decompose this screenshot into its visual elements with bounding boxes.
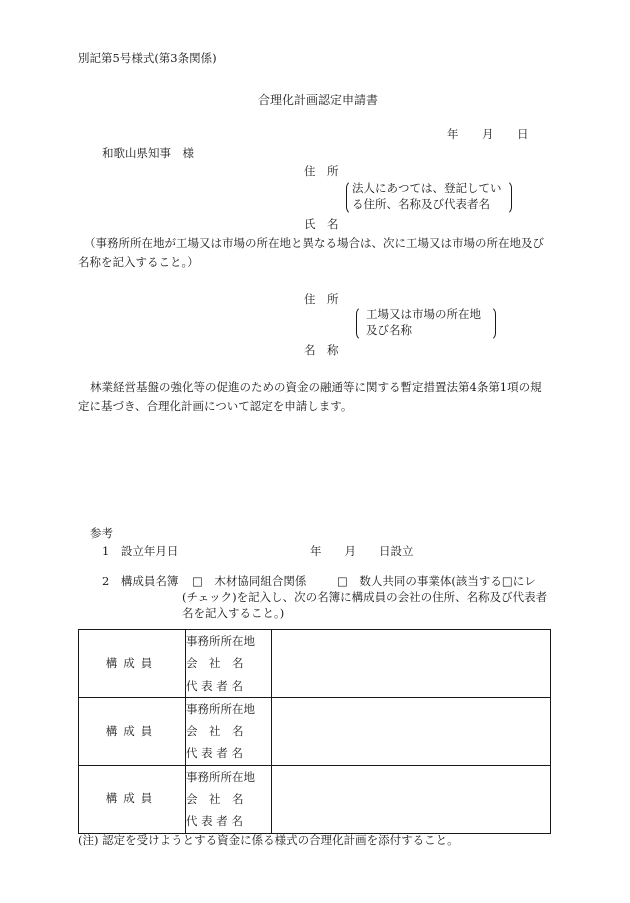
table-row (79, 765, 551, 833)
establishment-date-label: 1 設立年月日 (102, 544, 179, 558)
factory-note-line1: （事務所所在地が工場又は市場の所在地と異なる場合は、次に工場又は市場の所在地及び (84, 236, 544, 250)
applicant-note-line1: 法人にあつては、登記してい (352, 181, 502, 195)
applicant-note-line2: る住所、名称及び代表者名 (352, 197, 490, 211)
company-name-label: 会 社 名 (186, 724, 244, 739)
office-location-label: 事務所所在地 (186, 634, 255, 648)
office-location-label: 事務所所在地 (186, 769, 255, 784)
table-row (79, 697, 551, 765)
representative-name-label: 代 表 者 名 (186, 678, 243, 693)
member-label: 構成員 (79, 697, 186, 765)
option-lumber-cooperative: □ 木材協同組合関係 (192, 574, 307, 588)
factory-note-line2: 及び名称 (366, 323, 412, 337)
company-name-label: 会 社 名 (186, 792, 244, 807)
member-fields (186, 765, 272, 833)
form-number: 別記第5号様式(第3条関係) (78, 51, 217, 65)
date-day-label: 日 (517, 127, 529, 141)
option-joint-venture: □ 数人共同の事業体(該当する□にレ (337, 574, 536, 588)
factory-note-line1: 工場又は市場の所在地 (366, 307, 481, 321)
office-location-label: 事務所所在地 (186, 701, 255, 716)
table-row (79, 630, 551, 698)
establishment-date-value: 年 月 日設立 (310, 544, 414, 558)
footnote: (注) 認定を受けようとする資金に係る様式の合理化計画を添付すること。 (78, 833, 459, 847)
factory-address-label: 住 所 (304, 292, 339, 306)
date-month-label: 月 (482, 127, 494, 141)
applicant-name-label: 氏 名 (304, 217, 339, 231)
page-title: 合理化計画認定申請書 (258, 93, 379, 107)
member-fields (186, 697, 272, 765)
date-year-label: 年 (447, 127, 459, 141)
member-entry-field[interactable] (272, 697, 551, 765)
body-text-line1: 林業経営基盤の強化等の促進のための資金の融通等に関する暫定措置法第4条第1項の規 (90, 380, 542, 394)
member-fields (186, 630, 272, 698)
member-entry-field[interactable] (272, 630, 551, 698)
reference-heading: 参考 (90, 526, 113, 540)
member-label: 構成員 (79, 765, 186, 833)
representative-name-label: 代 表 者 名 (186, 746, 243, 761)
option-joint-venture-line3: 名を記入すること。) (182, 606, 285, 620)
factory-note-line2: 名称を記入すること。） (78, 255, 199, 269)
member-list-label: 2 構成員名簿 (102, 574, 179, 588)
applicant-address-label: 住 所 (304, 164, 339, 178)
company-name-label: 会 社 名 (186, 656, 244, 671)
factory-name-label: 名 称 (304, 343, 339, 357)
member-label: 構成員 (79, 630, 186, 698)
addressee: 和歌山県知事 様 (102, 146, 194, 160)
member-entry-field[interactable] (272, 765, 551, 833)
representative-name-label: 代 表 者 名 (186, 814, 243, 829)
body-text-line2: 定に基づき、合理化計画について認定を申請します。 (78, 399, 353, 413)
member-table (78, 629, 551, 834)
option-joint-venture-line2: (チェック)を記入し、次の名簿に構成員の会社の住所、名称及び代表者 (182, 590, 548, 604)
